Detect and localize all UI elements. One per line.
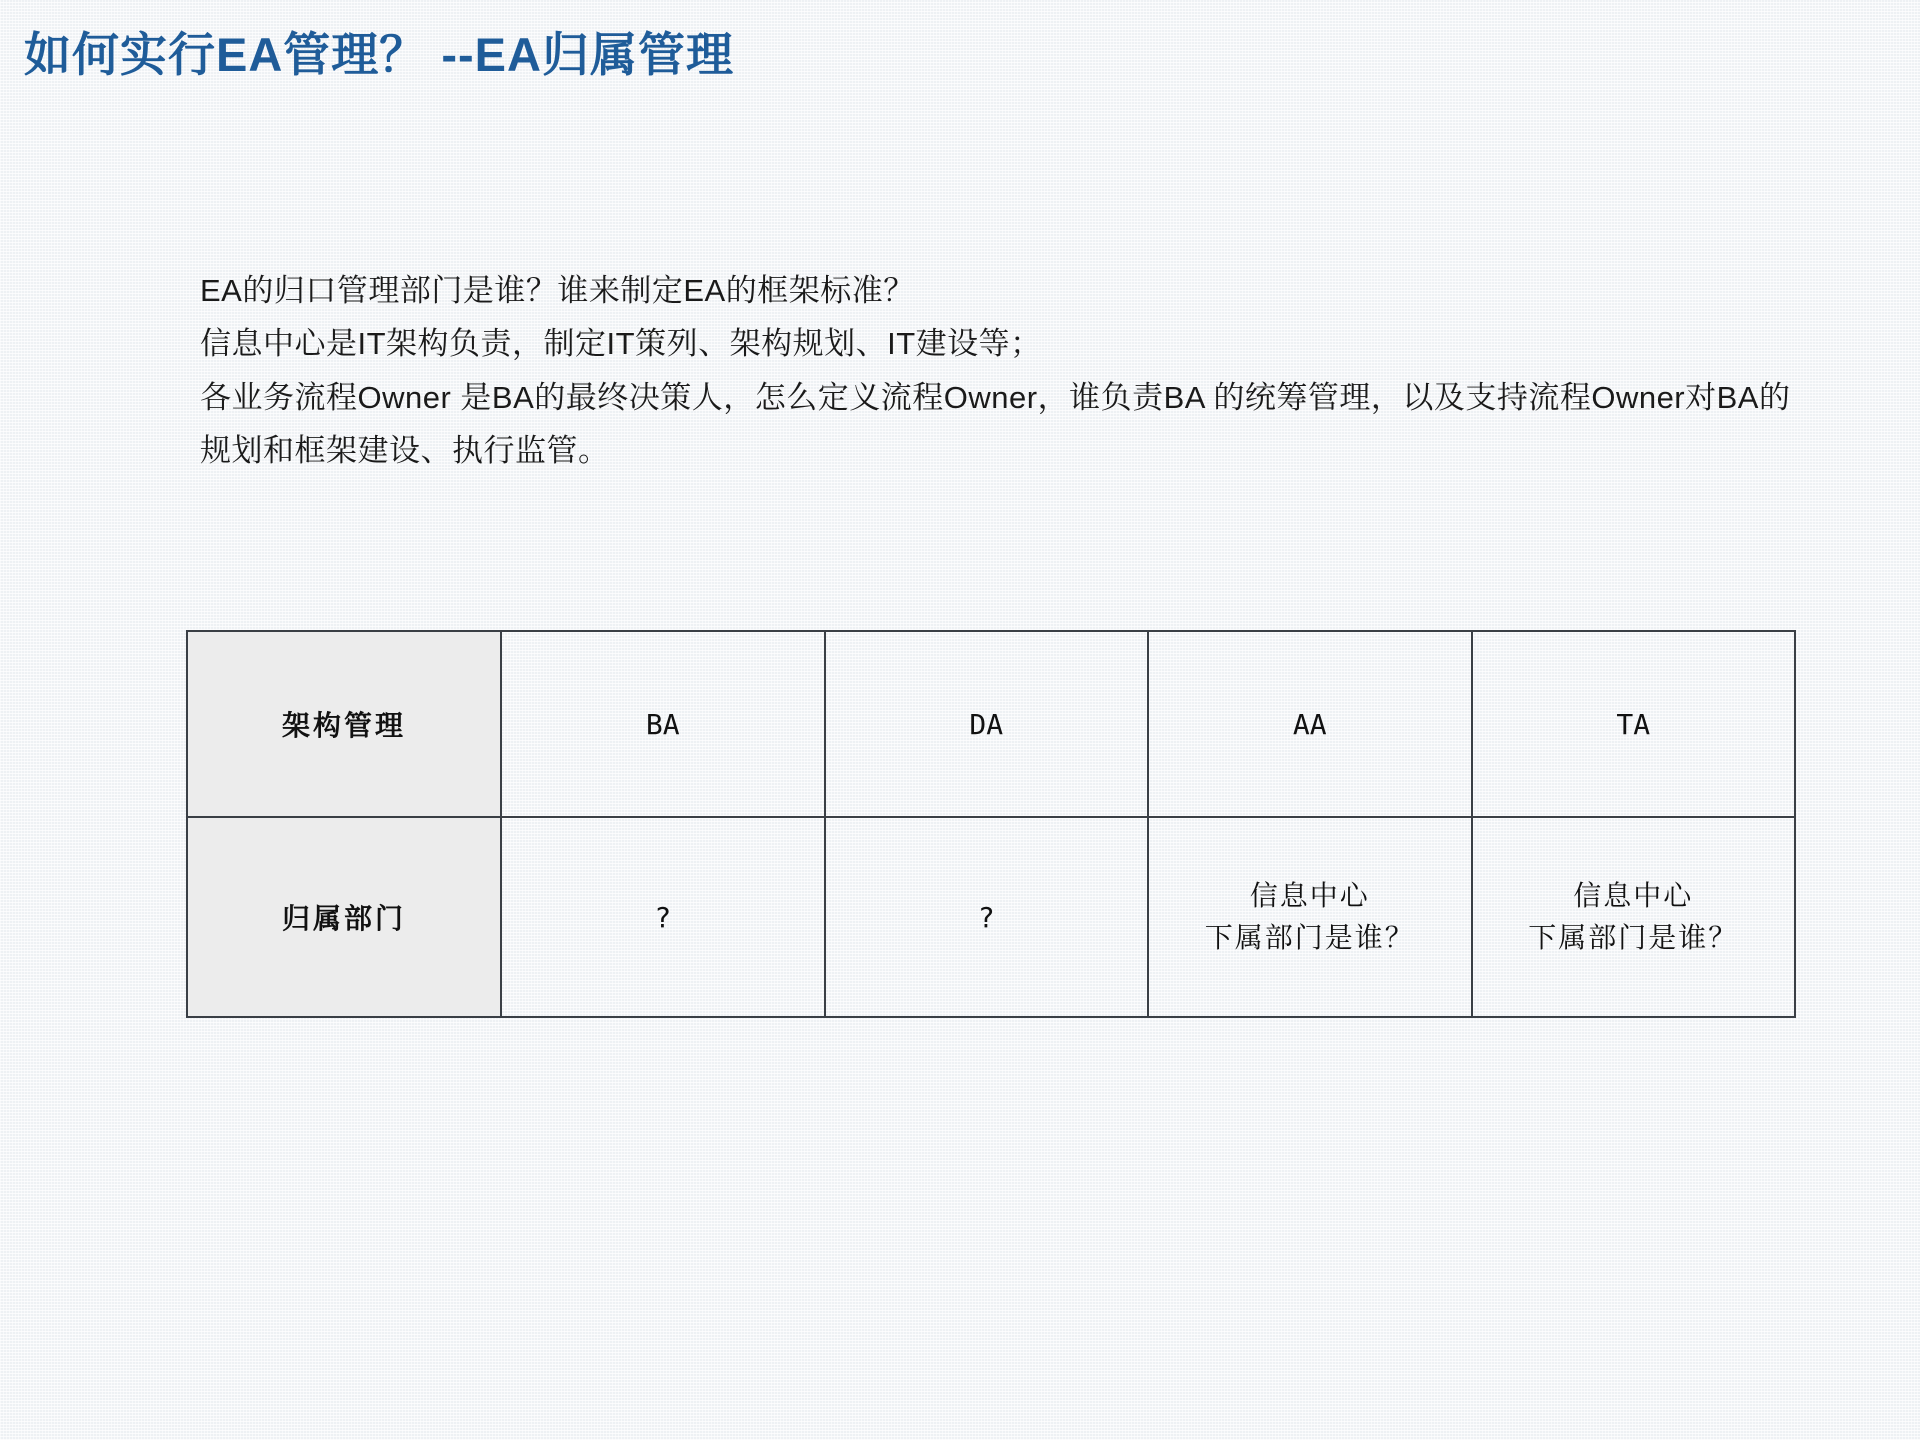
table-row (187, 817, 1795, 1017)
cell-ta-owner-line1: 信息中心 (1573, 879, 1694, 912)
row-header-owning-department: 归属部门 (187, 817, 501, 1017)
ea-ownership-table (186, 630, 1796, 1018)
body-text-block (200, 264, 1840, 477)
cell-ta-owner-line2: 下属部门是谁？ (1528, 921, 1739, 954)
cell-ta-owner (1472, 817, 1796, 1017)
cell-ba-owner: ? (501, 817, 825, 1017)
body-line-1: EA的归口管理部门是谁？谁来制定EA的框架标准？ (200, 273, 915, 308)
row-header-architecture-management: 架构管理 (187, 631, 501, 817)
page-title: 如何实行EA管理？ --EA归属管理 (24, 28, 734, 81)
body-line-3: 各业务流程Owner 是BA的最终决策人，怎么定义流程Owner，谁负责BA 的统筹管理，以及支持流程Owner对BA的规划和框架建设、执行监管。 (200, 379, 1791, 468)
cell-aa-label: AA (1148, 631, 1472, 817)
cell-ta-label: TA (1472, 631, 1796, 817)
cell-aa-owner-line1: 信息中心 (1249, 879, 1370, 912)
cell-ba-label: BA (501, 631, 825, 817)
table-row (187, 631, 1795, 817)
cell-da-owner: ? (825, 817, 1149, 1017)
cell-aa-owner (1148, 817, 1472, 1017)
cell-aa-owner-line2: 下属部门是谁？ (1204, 921, 1415, 954)
cell-da-label: DA (825, 631, 1149, 817)
body-line-2: 信息中心是IT架构负责，制定IT策列、架构规划、IT建设等； (200, 326, 1042, 362)
